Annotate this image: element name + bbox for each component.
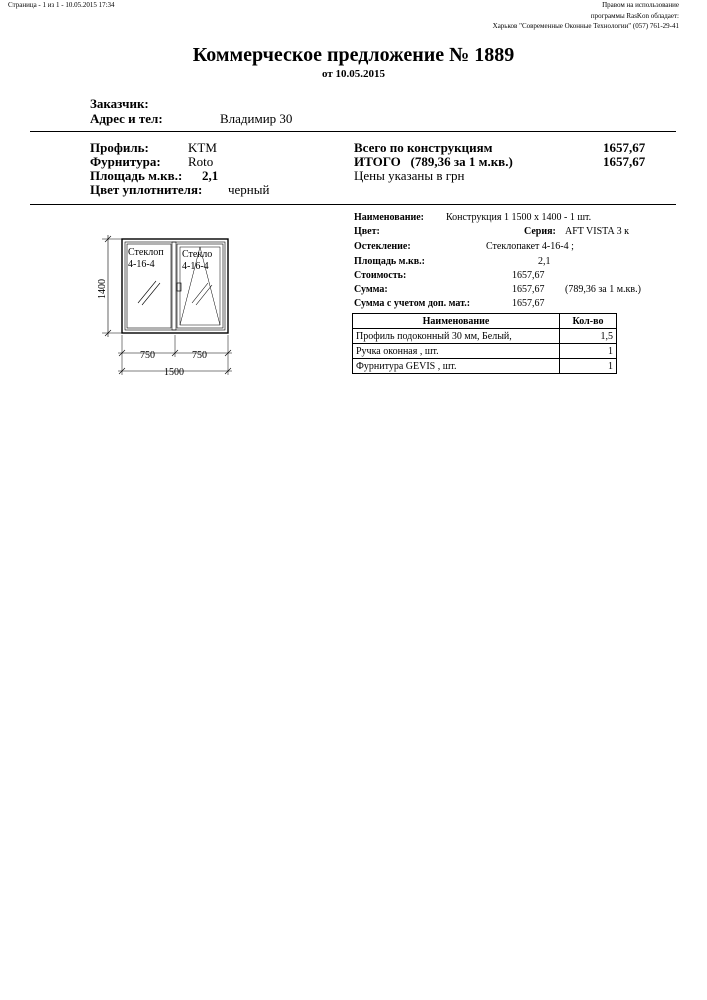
pane-left-label-2: 4-16-4 [128,259,155,270]
cost-label: Стоимость: [354,270,407,281]
width-right-label: 750 [192,350,207,361]
total-constructions-label: Всего по конструкциям [354,140,493,155]
width-total-label: 1500 [164,367,184,378]
customer-label: Заказчик: [90,96,149,111]
materials-col-name: Наименование [353,314,560,329]
document-date: от 10.05.2015 [321,68,385,80]
sum-label: Сумма: [354,284,388,295]
sum-extra-value: 1657,67 [512,298,545,309]
fittings-label: Фурнитура: [90,154,161,169]
handle-icon [177,283,181,291]
table-row [353,359,617,374]
glazing-label: Остекление: [354,241,411,252]
series-value: AFT VISTA 3 к [565,226,629,237]
material-qty: 1 [560,359,617,374]
profile-label: Профиль: [90,140,149,155]
glass-mark [138,281,156,303]
sum-per-m2: (789,36 за 1 м.кв.) [565,284,641,295]
fittings-value: Roto [188,154,214,169]
seal-color-value: черный [228,182,270,197]
construction-name-value: Конструкция 1 1500 x 1400 - 1 шт. [446,212,592,223]
glass-mark [142,283,160,305]
materials-header-row [353,314,617,329]
address-label: Адрес и тел: [90,111,163,126]
seal-color-label: Цвет уплотнителя: [90,182,203,197]
mullion [172,242,176,330]
construction-area-label: Площадь м.кв.: [354,256,425,267]
rights-line-2: программы RasKon обладает: [590,12,679,20]
page-info: Страница - 1 из 1 - 10.05.2015 17:34 [8,1,115,9]
color-label: Цвет: [354,226,380,237]
material-name: Профиль подоконный 30 мм, Белый, [353,329,560,344]
table-row [353,344,617,359]
height-dim-label: 1400 [97,279,108,299]
area-label: Площадь м.кв.: [90,168,183,183]
rights-line-1: Правом на использование [602,1,679,9]
document-title: Коммерческое предложение № 1889 [192,44,515,66]
divider-top [30,131,676,132]
pane-left-label-1: Стеклоп [128,247,164,258]
currency-note: Цены указаны в грн [354,168,465,183]
material-qty: 1 [560,344,617,359]
material-name: Ручка оконная , шт. [353,344,560,359]
sum-value: 1657,67 [512,284,545,295]
address-value: Владимир 30 [220,111,293,126]
material-qty: 1,5 [560,329,617,344]
width-left-label: 750 [140,350,155,361]
itogo-value: 1657,67 [603,154,646,169]
pane-right-label-1: Стекло [182,249,213,260]
pane-right-label-2: 4-16-4 [182,261,209,272]
series-label: Серия: [524,226,556,237]
divider-bottom [30,204,676,205]
rights-line-3: Харьков "Современные Оконные Технологии" (057) 761-29-41 [492,22,679,30]
profile-value: KTM [188,140,217,155]
glazing-value: Стеклопакет 4-16-4 ; [486,241,574,252]
window-drawing [90,225,250,385]
cost-value: 1657,67 [512,270,545,281]
area-value: 2,1 [202,168,219,183]
itogo-label: ИТОГО (789,36 за 1 м.кв.) [354,154,513,169]
total-constructions-value: 1657,67 [603,140,646,155]
construction-area-value: 2,1 [538,256,551,267]
table-row [353,329,617,344]
construction-name-label: Наименование: [354,212,424,223]
materials-col-qty: Кол-во [560,314,617,329]
sum-extra-label: Сумма с учетом доп. мат.: [354,298,471,309]
material-name: Фурнитура GEVIS , шт. [353,359,560,374]
materials-table [352,313,617,374]
